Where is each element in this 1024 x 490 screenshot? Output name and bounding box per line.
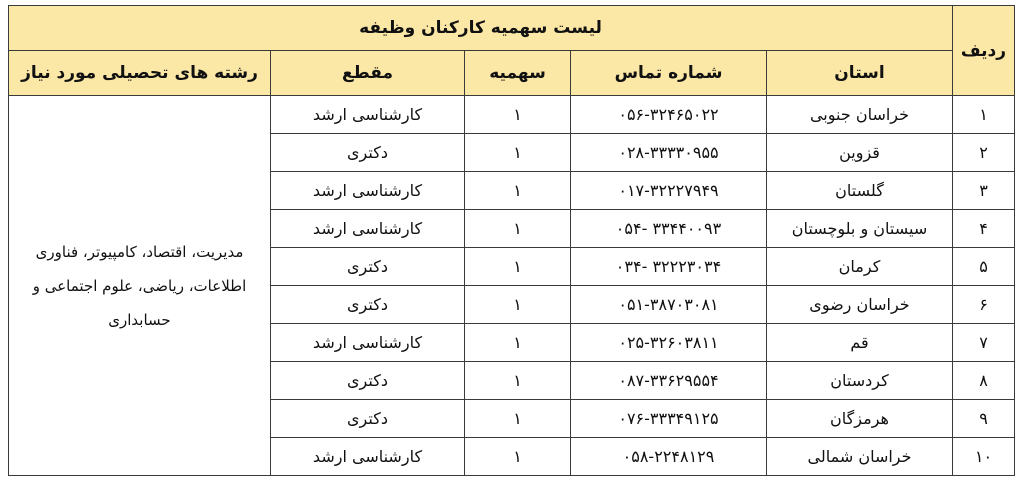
quota-cell: ۱ bbox=[465, 362, 571, 400]
header-degree: مقطع bbox=[271, 51, 465, 96]
table-body bbox=[9, 96, 1015, 476]
phone-cell: ۰۵۶-۳۲۴۶۵۰۲۲ bbox=[571, 96, 767, 134]
degree-cell: کارشناسی ارشد bbox=[271, 324, 465, 362]
row-number-cell: ۲ bbox=[953, 134, 1015, 172]
quota-cell: ۱ bbox=[465, 210, 571, 248]
phone-cell: ۰۵۴- ۳۳۴۴۰۰۹۳ bbox=[571, 210, 767, 248]
quota-cell: ۱ bbox=[465, 324, 571, 362]
phone-cell: ۰۵۸-۲۲۴۸۱۲۹ bbox=[571, 438, 767, 476]
row-number-cell: ۴ bbox=[953, 210, 1015, 248]
header-province: استان bbox=[767, 51, 953, 96]
quota-cell: ۱ bbox=[465, 172, 571, 210]
province-cell: هرمزگان bbox=[767, 400, 953, 438]
row-number-cell: ۷ bbox=[953, 324, 1015, 362]
quota-table bbox=[8, 5, 1015, 476]
degree-cell: دکتری bbox=[271, 286, 465, 324]
quota-cell: ۱ bbox=[465, 438, 571, 476]
province-cell: سیستان و بلوچستان bbox=[767, 210, 953, 248]
phone-cell: ۰۱۷-۳۲۲۲۷۹۴۹ bbox=[571, 172, 767, 210]
degree-cell: دکتری bbox=[271, 400, 465, 438]
row-number-cell: ۶ bbox=[953, 286, 1015, 324]
required-fields-cell: مدیریت، اقتصاد، کامپیوتر، فناوری اطلاعات، ریاضی، علوم اجتماعی و حسابداری bbox=[9, 96, 271, 476]
degree-cell: دکتری bbox=[271, 134, 465, 172]
province-cell: کرمان bbox=[767, 248, 953, 286]
phone-cell: ۰۲۸-۳۳۳۳۰۹۵۵ bbox=[571, 134, 767, 172]
table-title: لیست سهمیه کارکنان وظیفه bbox=[9, 6, 953, 51]
header-phone: شماره تماس bbox=[571, 51, 767, 96]
province-cell: خراسان شمالی bbox=[767, 438, 953, 476]
quota-cell: ۱ bbox=[465, 96, 571, 134]
degree-cell: کارشناسی ارشد bbox=[271, 438, 465, 476]
province-cell: کردستان bbox=[767, 362, 953, 400]
phone-cell: ۰۷۶-۳۳۳۴۹۱۲۵ bbox=[571, 400, 767, 438]
phone-cell: ۰۸۷-۳۳۶۲۹۵۵۴ bbox=[571, 362, 767, 400]
degree-cell: دکتری bbox=[271, 248, 465, 286]
header-row-number: ردیف bbox=[953, 6, 1015, 96]
degree-cell: کارشناسی ارشد bbox=[271, 96, 465, 134]
row-number-cell: ۱۰ bbox=[953, 438, 1015, 476]
province-cell: خراسان رضوی bbox=[767, 286, 953, 324]
degree-cell: دکتری bbox=[271, 362, 465, 400]
phone-cell: ۰۲۵-۳۲۶۰۳۸۱۱ bbox=[571, 324, 767, 362]
degree-cell: کارشناسی ارشد bbox=[271, 172, 465, 210]
header-fields: رشته های تحصیلی مورد نیاز bbox=[9, 51, 271, 96]
row-number-cell: ۳ bbox=[953, 172, 1015, 210]
table-row bbox=[9, 96, 1015, 134]
header-quota: سهمیه bbox=[465, 51, 571, 96]
quota-cell: ۱ bbox=[465, 400, 571, 438]
province-cell: گلستان bbox=[767, 172, 953, 210]
row-number-cell: ۱ bbox=[953, 96, 1015, 134]
quota-cell: ۱ bbox=[465, 248, 571, 286]
phone-cell: ۰۵۱-۳۸۷۰۳۰۸۱ bbox=[571, 286, 767, 324]
province-cell: خراسان جنوبی bbox=[767, 96, 953, 134]
phone-cell: ۰۳۴- ۳۲۲۲۳۰۳۴ bbox=[571, 248, 767, 286]
quota-cell: ۱ bbox=[465, 286, 571, 324]
quota-table-container bbox=[8, 5, 1015, 476]
degree-cell: کارشناسی ارشد bbox=[271, 210, 465, 248]
province-cell: قزوین bbox=[767, 134, 953, 172]
row-number-cell: ۸ bbox=[953, 362, 1015, 400]
province-cell: قم bbox=[767, 324, 953, 362]
quota-cell: ۱ bbox=[465, 134, 571, 172]
row-number-cell: ۵ bbox=[953, 248, 1015, 286]
row-number-cell: ۹ bbox=[953, 400, 1015, 438]
